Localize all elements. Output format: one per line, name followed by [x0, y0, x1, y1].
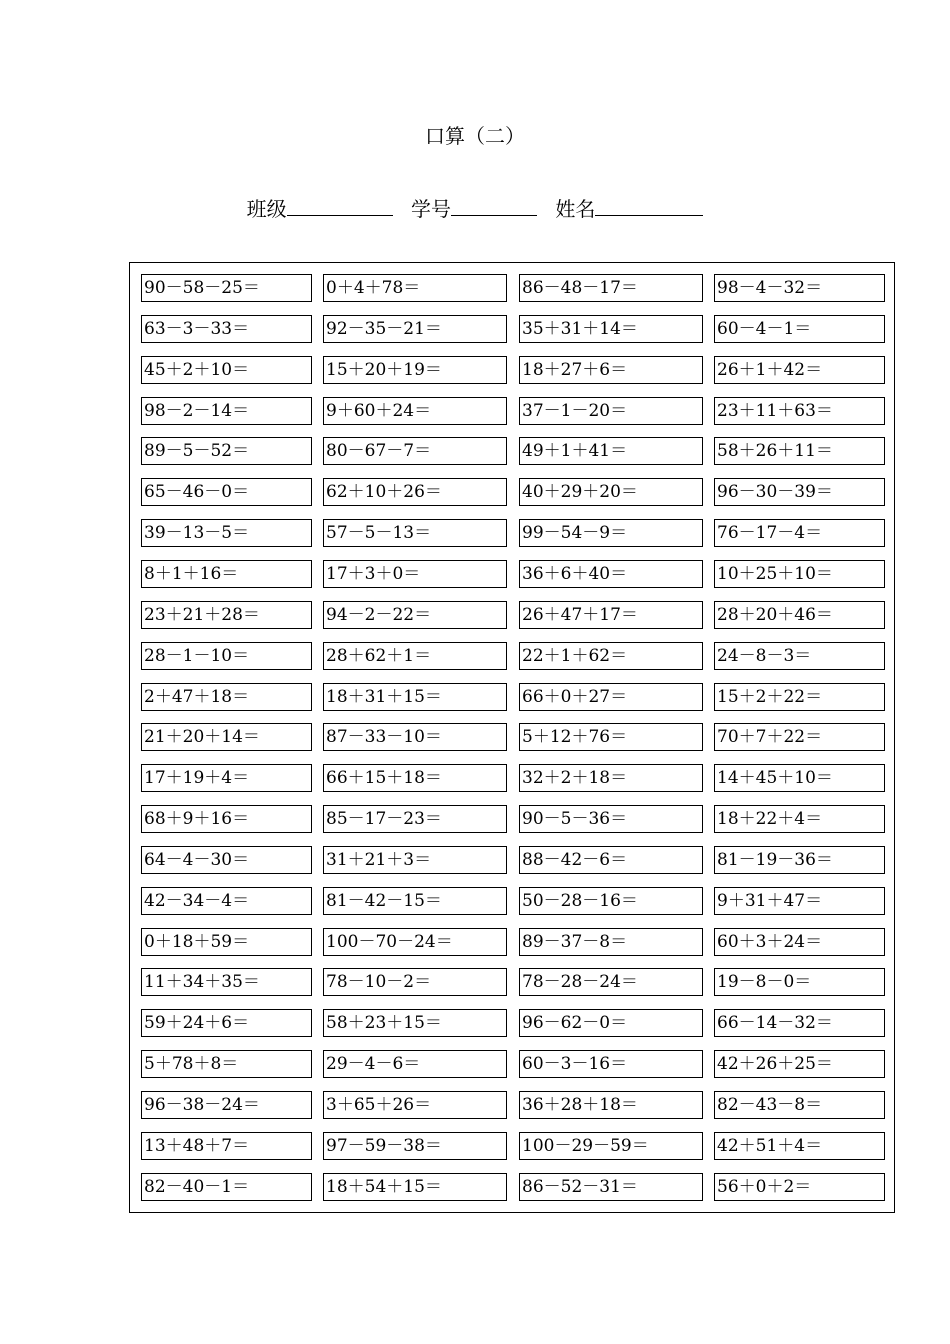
problem-cell: 35＋31＋14＝: [519, 315, 703, 343]
problem-cell: 5＋12＋76＝: [519, 723, 703, 751]
problem-cell: 18＋54＋15＝: [323, 1173, 507, 1201]
problem-cell: 58＋26＋11＝: [714, 437, 885, 465]
problem-cell: 18＋22＋4＝: [714, 805, 885, 833]
problem-cell: 80－67－7＝: [323, 437, 507, 465]
student-info-line: [0, 195, 950, 223]
problem-cell: 85－17－23＝: [323, 805, 507, 833]
problem-cell: 81－42－15＝: [323, 887, 507, 915]
problem-cell: 86－52－31＝: [519, 1173, 703, 1201]
problem-cell: 90－5－36＝: [519, 805, 703, 833]
problem-cell: 97－59－38＝: [323, 1132, 507, 1160]
problem-cell: 28－1－10＝: [141, 642, 312, 670]
number-label: 学号: [411, 197, 451, 221]
problem-cell: 82－40－1＝: [141, 1173, 312, 1201]
problem-cell: 2＋47＋18＝: [141, 683, 312, 711]
problem-cell: 49＋1＋41＝: [519, 437, 703, 465]
problem-cell: 59＋24＋6＝: [141, 1009, 312, 1037]
problem-cell: 63－3－33＝: [141, 315, 312, 343]
problem-grid: [129, 262, 895, 1213]
problem-cell: 57－5－13＝: [323, 519, 507, 547]
problem-cell: 88－42－6＝: [519, 846, 703, 874]
problem-cell: 96－38－24＝: [141, 1091, 312, 1119]
problem-cell: 90－58－25＝: [141, 274, 312, 302]
problem-cell: 99－54－9＝: [519, 519, 703, 547]
problem-cell: 26＋47＋17＝: [519, 601, 703, 629]
page-title: 口算（二）: [425, 124, 525, 148]
problem-cell: 64－4－30＝: [141, 846, 312, 874]
problem-cell: 26＋1＋42＝: [714, 356, 885, 384]
class-field: [247, 195, 393, 223]
problem-cell: 39－13－5＝: [141, 519, 312, 547]
problem-cell: 5＋78＋8＝: [141, 1050, 312, 1078]
problem-cell: 60－4－1＝: [714, 315, 885, 343]
problem-cell: 0＋18＋59＝: [141, 928, 312, 956]
problem-cell: 66＋15＋18＝: [323, 764, 507, 792]
problem-cell: 82－43－8＝: [714, 1091, 885, 1119]
problem-cell: 89－37－8＝: [519, 928, 703, 956]
problem-cell: 17＋3＋0＝: [323, 560, 507, 588]
problem-cell: 60－3－16＝: [519, 1050, 703, 1078]
problem-cell: 98－2－14＝: [141, 397, 312, 425]
problem-cell: 24－8－3＝: [714, 642, 885, 670]
problem-cell: 78－28－24＝: [519, 968, 703, 996]
problem-cell: 28＋20＋46＝: [714, 601, 885, 629]
problem-cell: 70＋7＋22＝: [714, 723, 885, 751]
problem-cell: 32＋2＋18＝: [519, 764, 703, 792]
problem-cell: 18＋31＋15＝: [323, 683, 507, 711]
problem-cell: 23＋21＋28＝: [141, 601, 312, 629]
problem-cell: 42－34－4＝: [141, 887, 312, 915]
problem-cell: 66－14－32＝: [714, 1009, 885, 1037]
problem-cell: 50－28－16＝: [519, 887, 703, 915]
problem-cell: 29－4－6＝: [323, 1050, 507, 1078]
problem-cell: 36＋28＋18＝: [519, 1091, 703, 1119]
problem-cell: 65－46－0＝: [141, 478, 312, 506]
problem-cell: 22＋1＋62＝: [519, 642, 703, 670]
problem-cell: 21＋20＋14＝: [141, 723, 312, 751]
problem-cell: 45＋2＋10＝: [141, 356, 312, 384]
problem-cell: 8＋1＋16＝: [141, 560, 312, 588]
problem-cell: 28＋62＋1＝: [323, 642, 507, 670]
name-field: [555, 195, 703, 223]
problem-cell: 66＋0＋27＝: [519, 683, 703, 711]
problem-cell: 78－10－2＝: [323, 968, 507, 996]
name-label: 姓名: [555, 197, 596, 221]
problem-cell: 3＋65＋26＝: [323, 1091, 507, 1119]
problem-cell: 9＋60＋24＝: [323, 397, 507, 425]
problem-cell: 11＋34＋35＝: [141, 968, 312, 996]
problem-cell: 58＋23＋15＝: [323, 1009, 507, 1037]
problem-cell: 86－48－17＝: [519, 274, 703, 302]
problem-cell: 89－5－52＝: [141, 437, 312, 465]
problem-cell: 56＋0＋2＝: [714, 1173, 885, 1201]
problem-cell: 36＋6＋40＝: [519, 560, 703, 588]
problem-cell: 68＋9＋16＝: [141, 805, 312, 833]
problem-cell: 81－19－36＝: [714, 846, 885, 874]
problem-cell: 37－1－20＝: [519, 397, 703, 425]
number-blank[interactable]: [451, 195, 537, 216]
problem-cell: 87－33－10＝: [323, 723, 507, 751]
problem-cell: 18＋27＋6＝: [519, 356, 703, 384]
problem-cell: 92－35－21＝: [323, 315, 507, 343]
problem-cell: 15＋20＋19＝: [323, 356, 507, 384]
problem-cell: 76－17－4＝: [714, 519, 885, 547]
class-blank[interactable]: [287, 195, 393, 216]
problem-cell: 60＋3＋24＝: [714, 928, 885, 956]
problem-cell: 13＋48＋7＝: [141, 1132, 312, 1160]
problem-cell: 100－70－24＝: [323, 928, 507, 956]
problem-cell: 15＋2＋22＝: [714, 683, 885, 711]
problem-cell: 40＋29＋20＝: [519, 478, 703, 506]
problem-cell: 31＋21＋3＝: [323, 846, 507, 874]
name-blank[interactable]: [595, 195, 703, 216]
problem-cell: 10＋25＋10＝: [714, 560, 885, 588]
problem-cell: 23＋11＋63＝: [714, 397, 885, 425]
problem-cell: 98－4－32＝: [714, 274, 885, 302]
problem-cell: 100－29－59＝: [519, 1132, 703, 1160]
problem-cell: 9＋31＋47＝: [714, 887, 885, 915]
problem-cell: 14＋45＋10＝: [714, 764, 885, 792]
problem-cell: 19－8－0＝: [714, 968, 885, 996]
problem-cell: 62＋10＋26＝: [323, 478, 507, 506]
problem-cell: 96－30－39＝: [714, 478, 885, 506]
class-label: 班级: [246, 197, 287, 221]
problem-cell: 0＋4＋78＝: [323, 274, 507, 302]
problem-cell: 17＋19＋4＝: [141, 764, 312, 792]
problem-cell: 42＋26＋25＝: [714, 1050, 885, 1078]
problem-cell: 42＋51＋4＝: [714, 1132, 885, 1160]
number-field: [411, 195, 537, 223]
problem-cell: 96－62－0＝: [519, 1009, 703, 1037]
problem-cell: 94－2－22＝: [323, 601, 507, 629]
